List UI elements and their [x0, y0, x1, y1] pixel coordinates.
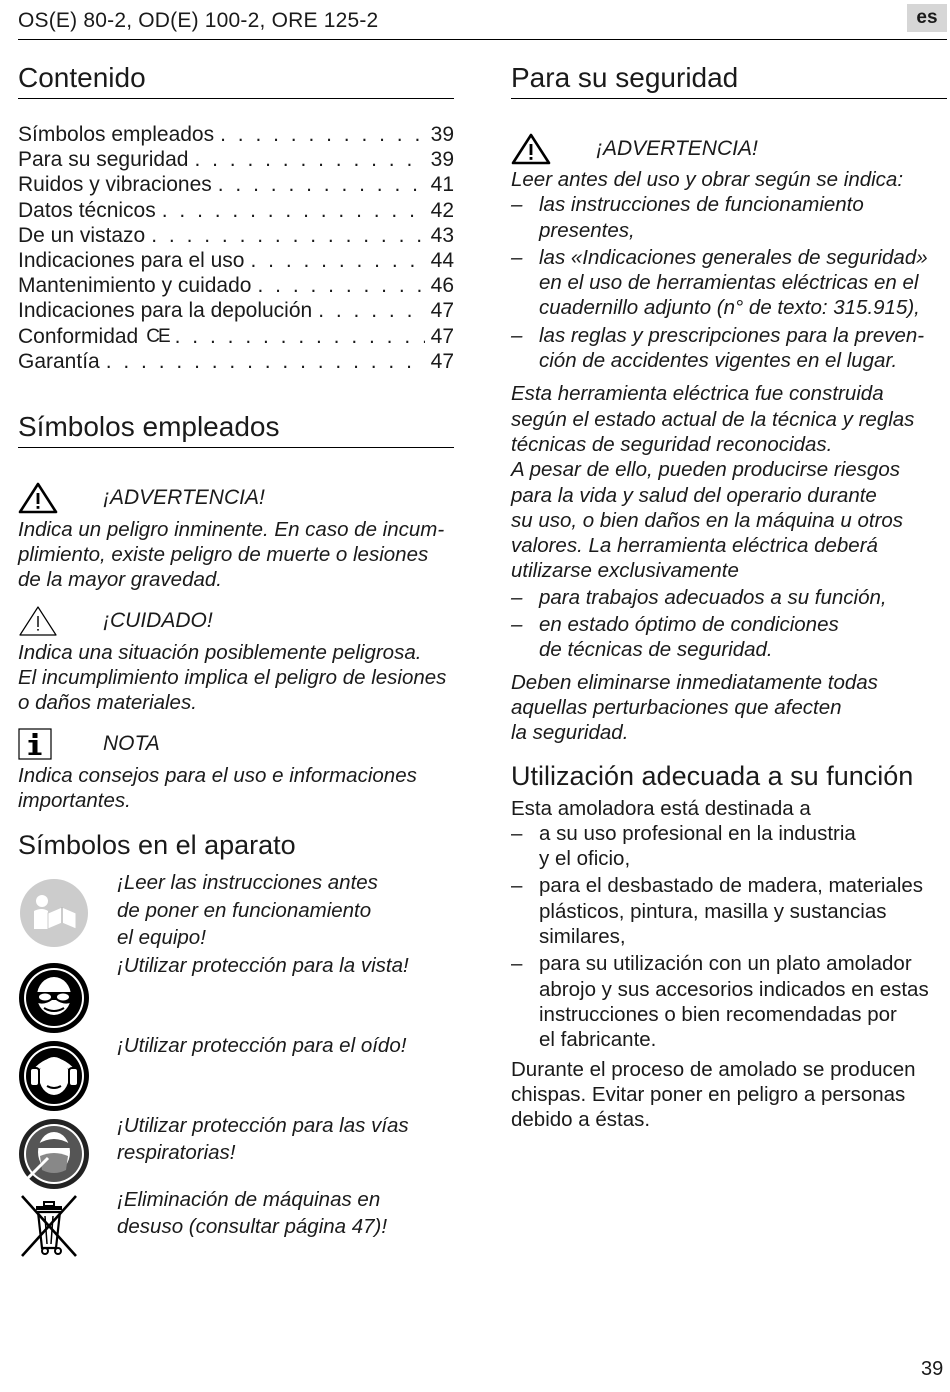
list-item-text [539, 245, 928, 321]
list-item [511, 192, 947, 243]
toc-label-wrap [18, 324, 169, 349]
text-line: respiratorias! [117, 1141, 236, 1165]
dash-bullet: – [511, 613, 523, 637]
dash-bullet: – [511, 323, 523, 347]
text-line: plásticos, pintura, masilla y sustancias [539, 899, 887, 923]
warning-triangle-icon [511, 133, 551, 165]
device-symbol-row [18, 1113, 454, 1190]
toc-label: Mantenimiento y cuidado [18, 274, 252, 298]
text-line: Indica una situación posiblemente peligrosa. [18, 640, 422, 664]
device-symbol-text [117, 1032, 406, 1060]
toc-page: 46 [430, 274, 454, 298]
text-line: las instrucciones de funcionamiento [539, 193, 864, 217]
safety-warning-row [511, 133, 947, 165]
toc-label: Para su seguridad [18, 148, 189, 172]
text-line: a su uso profesional en la industria [539, 821, 856, 845]
toc-entry[interactable] [18, 147, 454, 172]
toc-entry[interactable] [18, 298, 454, 323]
text-line: el fabricante. [539, 1028, 657, 1052]
note-description [18, 763, 454, 814]
toc-label: Garantía [18, 349, 100, 373]
toc-label: Indicaciones para la depolución [18, 299, 313, 323]
usage-intro: Esta amoladora está destinada a [511, 796, 811, 820]
usage-heading: Utilización adecuada a su función [511, 760, 914, 791]
toc-label: Datos técnicos [18, 198, 156, 222]
caution-label: ¡CUIDADO! [103, 608, 213, 632]
dash-bullet: – [511, 821, 523, 845]
text-line: Deben eliminarse inmediatamente todas [511, 670, 878, 694]
text-line: debido a éstas. [511, 1108, 651, 1132]
safety-paragraph [511, 670, 947, 746]
safety-intro: Leer antes del uso y obrar según se indica: [511, 168, 904, 191]
symbols-heading: Símbolos empleados [18, 410, 280, 442]
toc-leader [318, 298, 424, 323]
toc-entry[interactable] [18, 198, 454, 223]
warning-signal-row [18, 482, 454, 514]
toc-leader [175, 324, 425, 349]
text-line: plimiento, existe peligro de muerte o lesiones [18, 543, 429, 567]
text-line: para la vida y salud del operario durante [511, 483, 877, 507]
text-line: las «Indicaciones generales de seguridad» [539, 245, 928, 269]
text-line: presentes, [539, 218, 635, 242]
list-item [511, 323, 947, 374]
toc-page: 39 [430, 148, 454, 172]
text-line: ¡Leer las instrucciones antes [117, 871, 378, 895]
symbols-rule [18, 447, 454, 448]
text-line: las reglas y prescripciones para la preven- [539, 323, 925, 347]
warning-description [18, 517, 454, 593]
list-item-text [539, 873, 923, 949]
caution-triangle-icon [18, 605, 58, 637]
document-header-title: OS(E) 80-2, OD(E) 100-2, ORE 125-2 [18, 9, 379, 32]
safety-warning-label: ¡ADVERTENCIA! [596, 137, 758, 160]
toc-label: Indicaciones para el uso [18, 248, 245, 272]
text-line: su uso, o bien daños en la máquina u otros [511, 508, 904, 532]
list-item [511, 873, 947, 949]
toc-leader [250, 248, 424, 273]
text-line: similares, [539, 925, 626, 949]
toc-label: De un vistazo [18, 223, 146, 247]
text-line: utilizarse exclusivamente [511, 559, 739, 583]
text-line: según el estado actual de la técnica y reglas [511, 407, 915, 431]
toc-entry[interactable] [18, 122, 454, 147]
toc-leader [151, 223, 424, 248]
text-line: abrojo y sus accesorios indicados en estas [539, 977, 929, 1001]
toc-page: 47 [430, 299, 454, 323]
toc-page: 43 [430, 223, 454, 247]
text-line: chispas. Evitar poner en peligro a personas [511, 1082, 906, 1106]
text-line: Indica consejos para el uso e informaciones [18, 763, 417, 787]
warning-label: ¡ADVERTENCIA! [103, 485, 265, 509]
ce-mark-icon: CE [146, 325, 169, 347]
text-line: ¡Utilizar protección para la vista! [117, 953, 409, 977]
dash-bullet: – [511, 952, 523, 976]
caution-description [18, 640, 454, 716]
safety-heading: Para su seguridad [511, 62, 739, 93]
respiratory-protection-icon [18, 1118, 90, 1190]
toc-leader [106, 349, 425, 374]
text-line: para el desbastado de madera, materiales [539, 874, 924, 898]
text-line: A pesar de ello, pueden producirse riesgos [511, 458, 900, 482]
list-item-text [539, 821, 856, 872]
toc-entry[interactable] [18, 223, 454, 248]
list-item-text [539, 323, 924, 374]
text-line: en el uso de herramientas eléctricas en el [539, 271, 919, 295]
text-line: en estado óptimo de condiciones [539, 613, 839, 637]
text-line: o daños materiales. [18, 691, 197, 715]
list-item-text [539, 192, 864, 243]
dash-bullet: – [511, 874, 523, 898]
right-column [511, 58, 947, 1132]
eye-protection-icon [18, 962, 90, 1034]
list-item-text [539, 612, 839, 663]
toc-entry[interactable] [18, 273, 454, 298]
table-of-contents [18, 122, 454, 374]
disposal-icon [18, 1192, 90, 1264]
text-line: ¡Utilizar protección para el oído! [117, 1033, 407, 1057]
info-icon [18, 728, 58, 760]
device-symbol-text [117, 869, 378, 952]
safety-rule [511, 98, 947, 99]
device-symbol-text [117, 952, 409, 980]
read-manual-icon [18, 877, 90, 949]
device-symbol-text [117, 1112, 409, 1167]
language-badge: es [907, 4, 947, 32]
ear-protection-icon [18, 1040, 90, 1112]
note-signal-row [18, 728, 454, 760]
toc-leader [257, 273, 424, 298]
warning-triangle-icon [18, 482, 58, 514]
text-line: cuadernillo adjunto (n° de texto: 315.915), [539, 296, 920, 320]
text-line: para trabajos adecuados a su función, [539, 585, 887, 609]
toc-page: 47 [430, 324, 454, 348]
text-line: importantes. [18, 788, 131, 812]
dash-bullet: – [511, 193, 523, 217]
toc-leader [162, 198, 425, 223]
toc-page: 42 [430, 198, 454, 222]
text-line: ¡Eliminación de máquinas en [117, 1187, 381, 1211]
list-item [511, 951, 947, 1052]
text-line: Esta herramienta eléctrica fue construida [511, 382, 884, 406]
toc-entry[interactable] [18, 324, 454, 349]
device-symbol-row [18, 1033, 454, 1112]
toc-page: 39 [430, 123, 454, 146]
device-symbol-row [18, 1187, 454, 1264]
usage-outro [511, 1057, 947, 1133]
contents-rule [18, 98, 454, 99]
header-rule [18, 39, 947, 40]
text-line: de poner en funcionamiento [117, 898, 372, 922]
toc-entry[interactable] [18, 349, 454, 374]
text-line: Durante el proceso de amolado se producen [511, 1057, 916, 1081]
device-symbols-heading: Símbolos en el aparato [18, 830, 296, 861]
device-symbol-row [18, 953, 454, 1034]
text-line: Indica un peligro inminente. En caso de incum- [18, 517, 445, 541]
text-line: de la mayor gravedad. [18, 568, 222, 592]
page-number: 39 [921, 1358, 944, 1380]
toc-entry[interactable] [18, 172, 454, 197]
text-line: aquellas perturbaciones que afecten [511, 695, 842, 719]
text-line: valores. La herramienta eléctrica deberá [511, 534, 878, 558]
toc-page: 47 [430, 349, 454, 373]
dash-bullet: – [511, 245, 523, 269]
device-symbol-row [18, 871, 454, 952]
text-line: ¡Utilizar protección para las vías [117, 1113, 409, 1137]
text-line: de técnicas de seguridad. [539, 638, 773, 662]
text-line: la seguridad. [511, 721, 629, 745]
text-line: y el oficio, [539, 847, 631, 871]
caution-signal-row [18, 605, 454, 637]
text-line: para su utilización con un plato amolador [539, 952, 912, 976]
toc-entry[interactable] [18, 248, 454, 273]
list-item [511, 821, 947, 872]
toc-label: Conformidad [18, 324, 139, 348]
device-symbol-text [117, 1186, 387, 1241]
toc-page: 44 [430, 248, 454, 272]
toc-label: Ruidos y vibraciones [18, 173, 212, 197]
text-line: ción de accidentes vigentes en el lugar. [539, 349, 898, 373]
toc-leader [218, 172, 425, 197]
toc-label: Símbolos empleados [18, 123, 215, 146]
list-item [511, 245, 947, 321]
list-item [511, 612, 947, 663]
text-line: técnicas de seguridad reconocidas. [511, 432, 833, 456]
text-line: El incumplimiento implica el peligro de lesiones [18, 666, 447, 690]
text-line: el equipo! [117, 926, 206, 950]
dash-bullet: – [511, 585, 523, 609]
text-line: desuso (consultar página 47)! [117, 1215, 388, 1239]
contents-heading: Contenido [18, 62, 146, 93]
toc-page: 41 [430, 173, 454, 197]
list-item [511, 585, 947, 610]
text-line: instrucciones o bien recomendadas por [539, 1002, 897, 1026]
list-item-text [539, 951, 929, 1052]
toc-leader [220, 122, 425, 147]
safety-paragraph [511, 381, 947, 583]
left-column [18, 58, 454, 1264]
toc-leader [194, 147, 424, 172]
list-item-text [539, 585, 887, 610]
note-label: NOTA [103, 731, 160, 755]
